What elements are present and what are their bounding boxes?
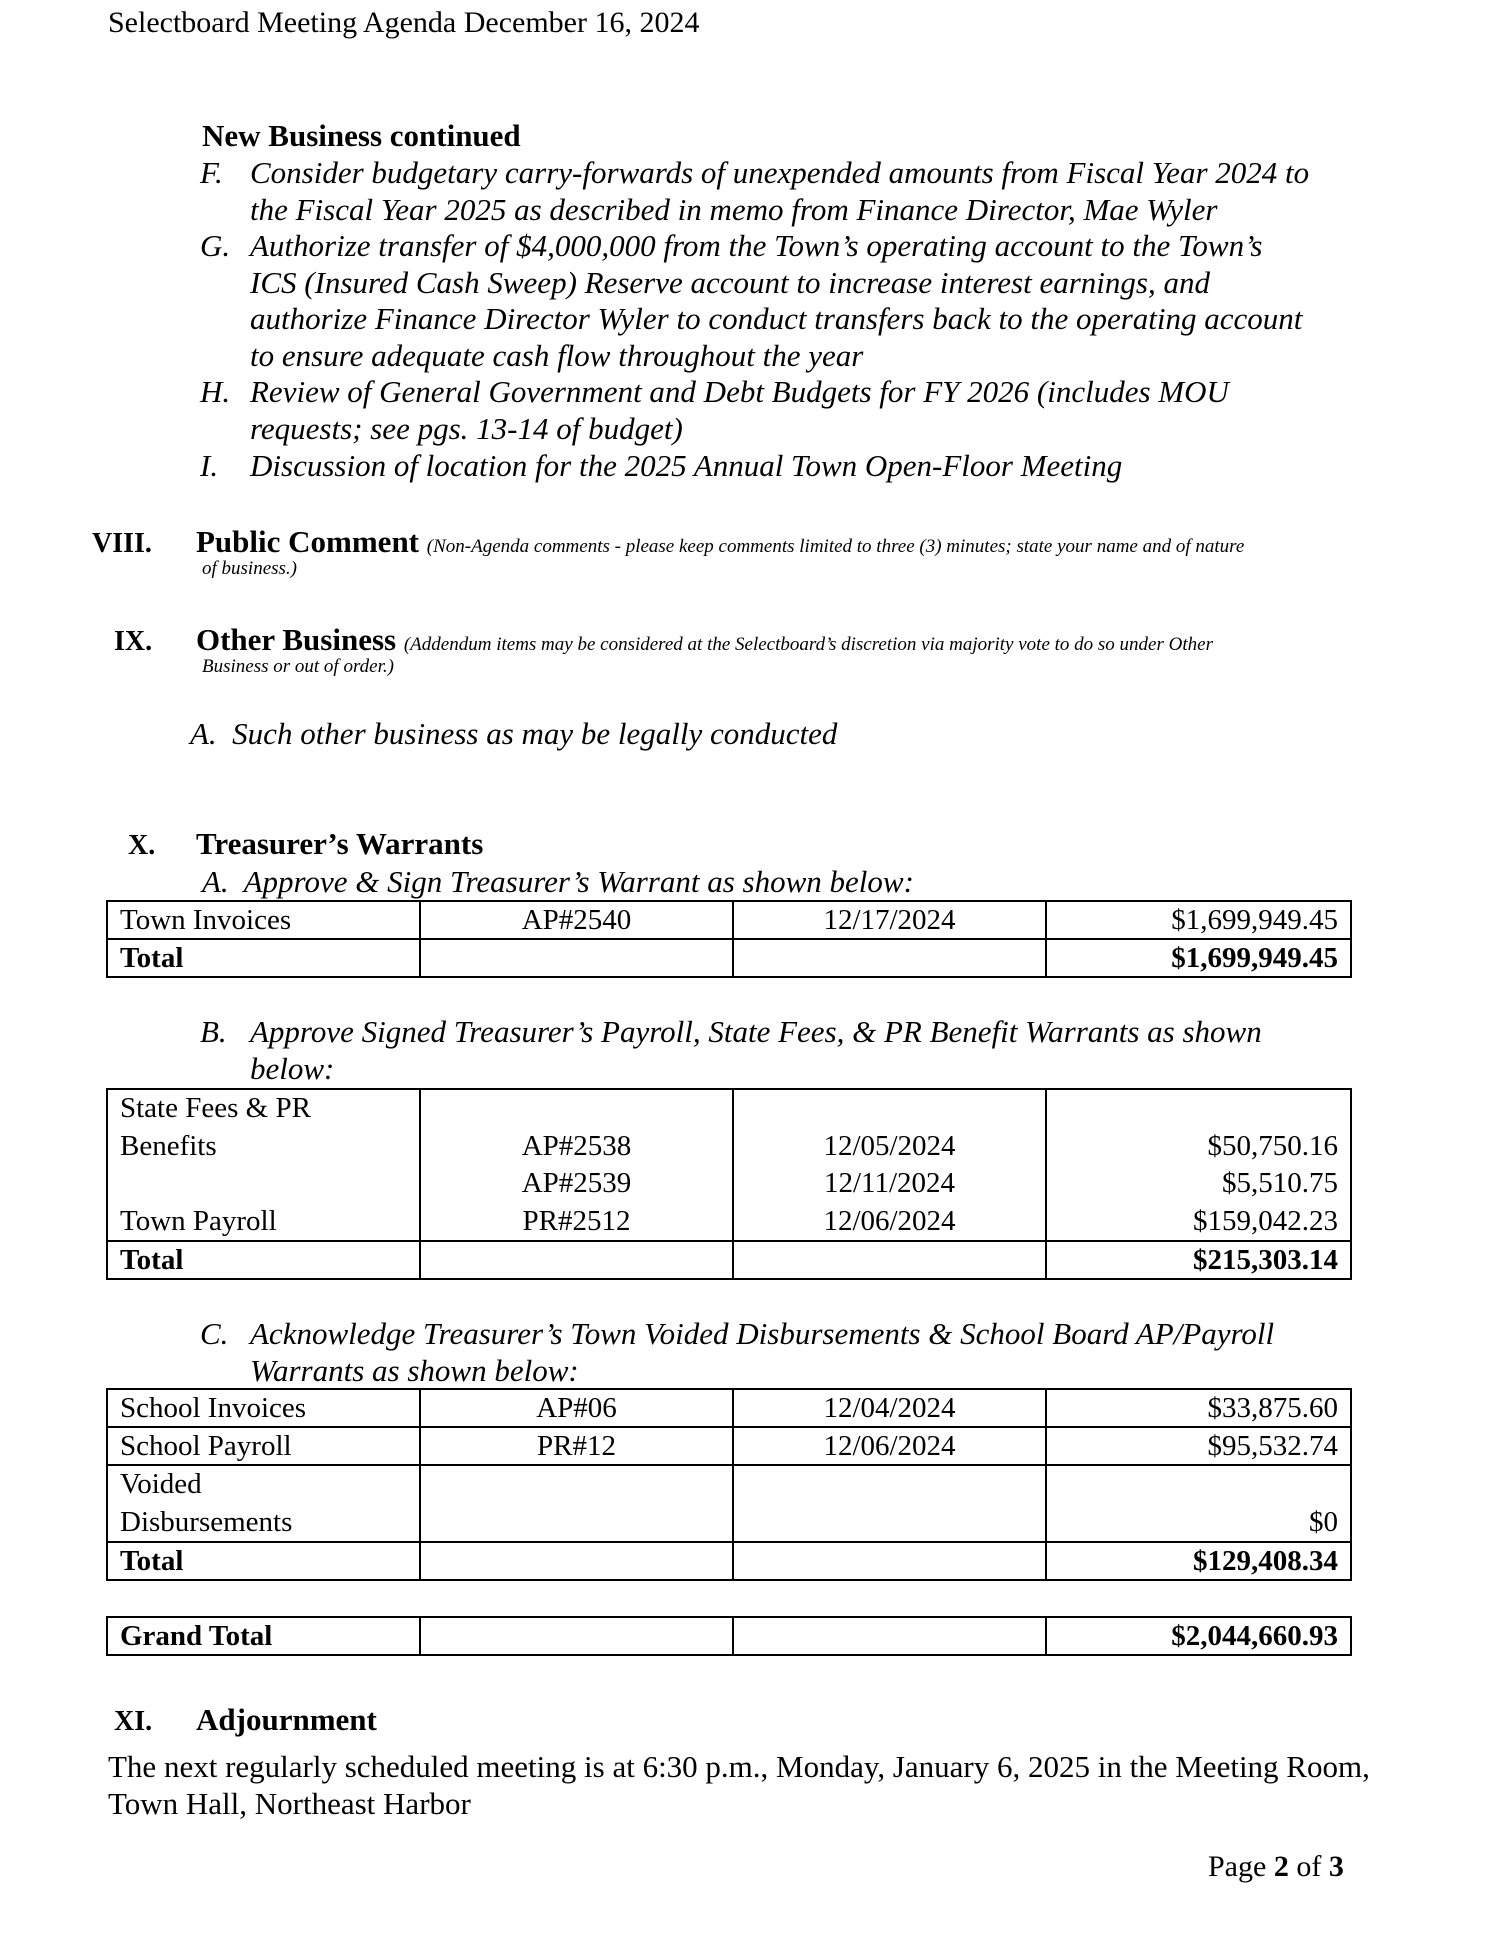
table-cell: Town Invoices bbox=[107, 901, 420, 939]
warrant-c-letter: C. bbox=[200, 1316, 229, 1351]
warrant-b-heading: Approve Signed Treasurer’s Payroll, State Fees, & PR Benefit Warrants as shown below: bbox=[250, 1014, 1262, 1086]
table-cell: $1,699,949.45 bbox=[1046, 901, 1351, 939]
table-cell bbox=[733, 1617, 1046, 1655]
table-cell bbox=[420, 1241, 733, 1279]
section-ix-numeral: IX. bbox=[114, 626, 153, 657]
section-x-title: Treasurer’s Warrants bbox=[196, 826, 484, 861]
table-cell bbox=[420, 1465, 733, 1542]
new-business-heading: New Business continued bbox=[202, 118, 521, 153]
section-viii-numeral: VIII. bbox=[92, 528, 152, 559]
table-total-row bbox=[107, 939, 1351, 977]
item-h-text: Review of General Government and Debt Budgets for FY 2026 (includes MOU requests; see pgs. 13-14 of budget) bbox=[250, 374, 1229, 446]
section-viii-note-cont: of business.) bbox=[202, 558, 297, 579]
section-ix-item-a: A. Such other business as may be legally conducted bbox=[190, 716, 838, 751]
table-cell bbox=[420, 1617, 733, 1655]
table-cell: $50,750.16 $5,510.75 $159,042.23 bbox=[1046, 1089, 1351, 1241]
section-ix-note-cont: Business or out of order.) bbox=[202, 656, 394, 677]
section-x-numeral: X. bbox=[128, 830, 156, 861]
table-cell: $0 bbox=[1046, 1465, 1351, 1542]
item-g-letter: G. bbox=[200, 228, 231, 263]
table-cell: School Payroll bbox=[107, 1427, 420, 1465]
warrant-c-heading: Acknowledge Treasurer’s Town Voided Disbursements & School Board AP/Payroll Warrants as shown below: bbox=[250, 1316, 1275, 1388]
section-xi-numeral: XI. bbox=[114, 1706, 153, 1737]
table-cell: Total bbox=[107, 939, 420, 977]
table-total-row bbox=[107, 1542, 1351, 1580]
item-i-letter: I. bbox=[200, 448, 219, 483]
grand-total-value: $2,044,660.93 bbox=[1046, 1617, 1351, 1655]
section-viii-heading bbox=[196, 524, 1244, 560]
table-cell: $129,408.34 bbox=[1046, 1542, 1351, 1580]
grand-total-label: Grand Total bbox=[107, 1617, 420, 1655]
section-ix-heading bbox=[196, 622, 1213, 658]
page-number: Page 2 of 3 bbox=[1208, 1850, 1344, 1883]
table-cell: $33,875.60 bbox=[1046, 1389, 1351, 1427]
table-cell bbox=[733, 1465, 1046, 1542]
warrant-b-letter: B. bbox=[200, 1014, 227, 1049]
section-ix-title: Other Business bbox=[196, 622, 397, 657]
table-cell bbox=[733, 939, 1046, 977]
table-cell: $215,303.14 bbox=[1046, 1241, 1351, 1279]
warrant-a-table bbox=[106, 900, 1352, 978]
item-h-letter: H. bbox=[200, 374, 231, 409]
table-cell bbox=[420, 1542, 733, 1580]
table-row bbox=[107, 1427, 1351, 1465]
section-viii-title: Public Comment bbox=[196, 524, 420, 559]
table-cell: 12/06/2024 bbox=[733, 1427, 1046, 1465]
item-g-text: Authorize transfer of $4,000,000 from the Town’s operating account to the Town’s ICS (Insured Cash Sweep) Reserve account to increase interest earnings, and authorize Finance Director Wyler to conduct transfers back to the operating account to ensure adequate cash flow throughout the year bbox=[250, 228, 1303, 373]
table-cell: AP#2540 bbox=[420, 901, 733, 939]
table-cell: PR#12 bbox=[420, 1427, 733, 1465]
table-row bbox=[107, 1465, 1351, 1542]
item-f-letter: F. bbox=[200, 155, 223, 190]
adjournment-text: The next regularly scheduled meeting is at 6:30 p.m., Monday, January 6, 2025 in the Meeting Room, Town Hall, Northeast Harbor bbox=[108, 1749, 1370, 1821]
section-ix-note: (Addendum items may be considered at the Selectboard’s discretion via majority vote to do so under Other bbox=[403, 634, 1213, 655]
item-i-text: Discussion of location for the 2025 Annual Town Open-Floor Meeting bbox=[250, 448, 1123, 483]
document-header: Selectboard Meeting Agenda December 16, 2024 bbox=[108, 6, 700, 39]
table-row bbox=[107, 1089, 1351, 1241]
section-viii-note: (Non-Agenda comments - please keep comments limited to three (3) minutes; state your name and of nature bbox=[426, 536, 1245, 557]
table-cell: 12/17/2024 bbox=[733, 901, 1046, 939]
warrant-a-heading: A. Approve & Sign Treasurer’s Warrant as shown below: bbox=[202, 864, 914, 899]
table-cell: 12/04/2024 bbox=[733, 1389, 1046, 1427]
table-row bbox=[107, 901, 1351, 939]
table-cell: School Invoices bbox=[107, 1389, 420, 1427]
item-f-text: Consider budgetary carry-forwards of unexpended amounts from Fiscal Year 2024 to the Fiscal Year 2025 as described in memo from Finance Director, Mae Wyler bbox=[250, 155, 1310, 227]
table-cell: Total bbox=[107, 1542, 420, 1580]
table-row bbox=[107, 1389, 1351, 1427]
section-xi-title: Adjournment bbox=[196, 1702, 377, 1737]
grand-total-table bbox=[106, 1616, 1352, 1656]
warrant-c-table bbox=[106, 1388, 1352, 1581]
table-cell: AP#06 bbox=[420, 1389, 733, 1427]
table-cell: State Fees & PR Benefits Town Payroll bbox=[107, 1089, 420, 1241]
warrant-b-table bbox=[106, 1088, 1352, 1280]
table-cell bbox=[420, 939, 733, 977]
table-cell: AP#2538 AP#2539 PR#2512 bbox=[420, 1089, 733, 1241]
table-cell: Total bbox=[107, 1241, 420, 1279]
table-cell bbox=[733, 1542, 1046, 1580]
table-cell: 12/05/2024 12/11/2024 12/06/2024 bbox=[733, 1089, 1046, 1241]
table-cell: Voided Disbursements bbox=[107, 1465, 420, 1542]
grand-total-row bbox=[107, 1617, 1351, 1655]
table-cell: $95,532.74 bbox=[1046, 1427, 1351, 1465]
table-cell: $1,699,949.45 bbox=[1046, 939, 1351, 977]
table-cell bbox=[733, 1241, 1046, 1279]
table-total-row bbox=[107, 1241, 1351, 1279]
